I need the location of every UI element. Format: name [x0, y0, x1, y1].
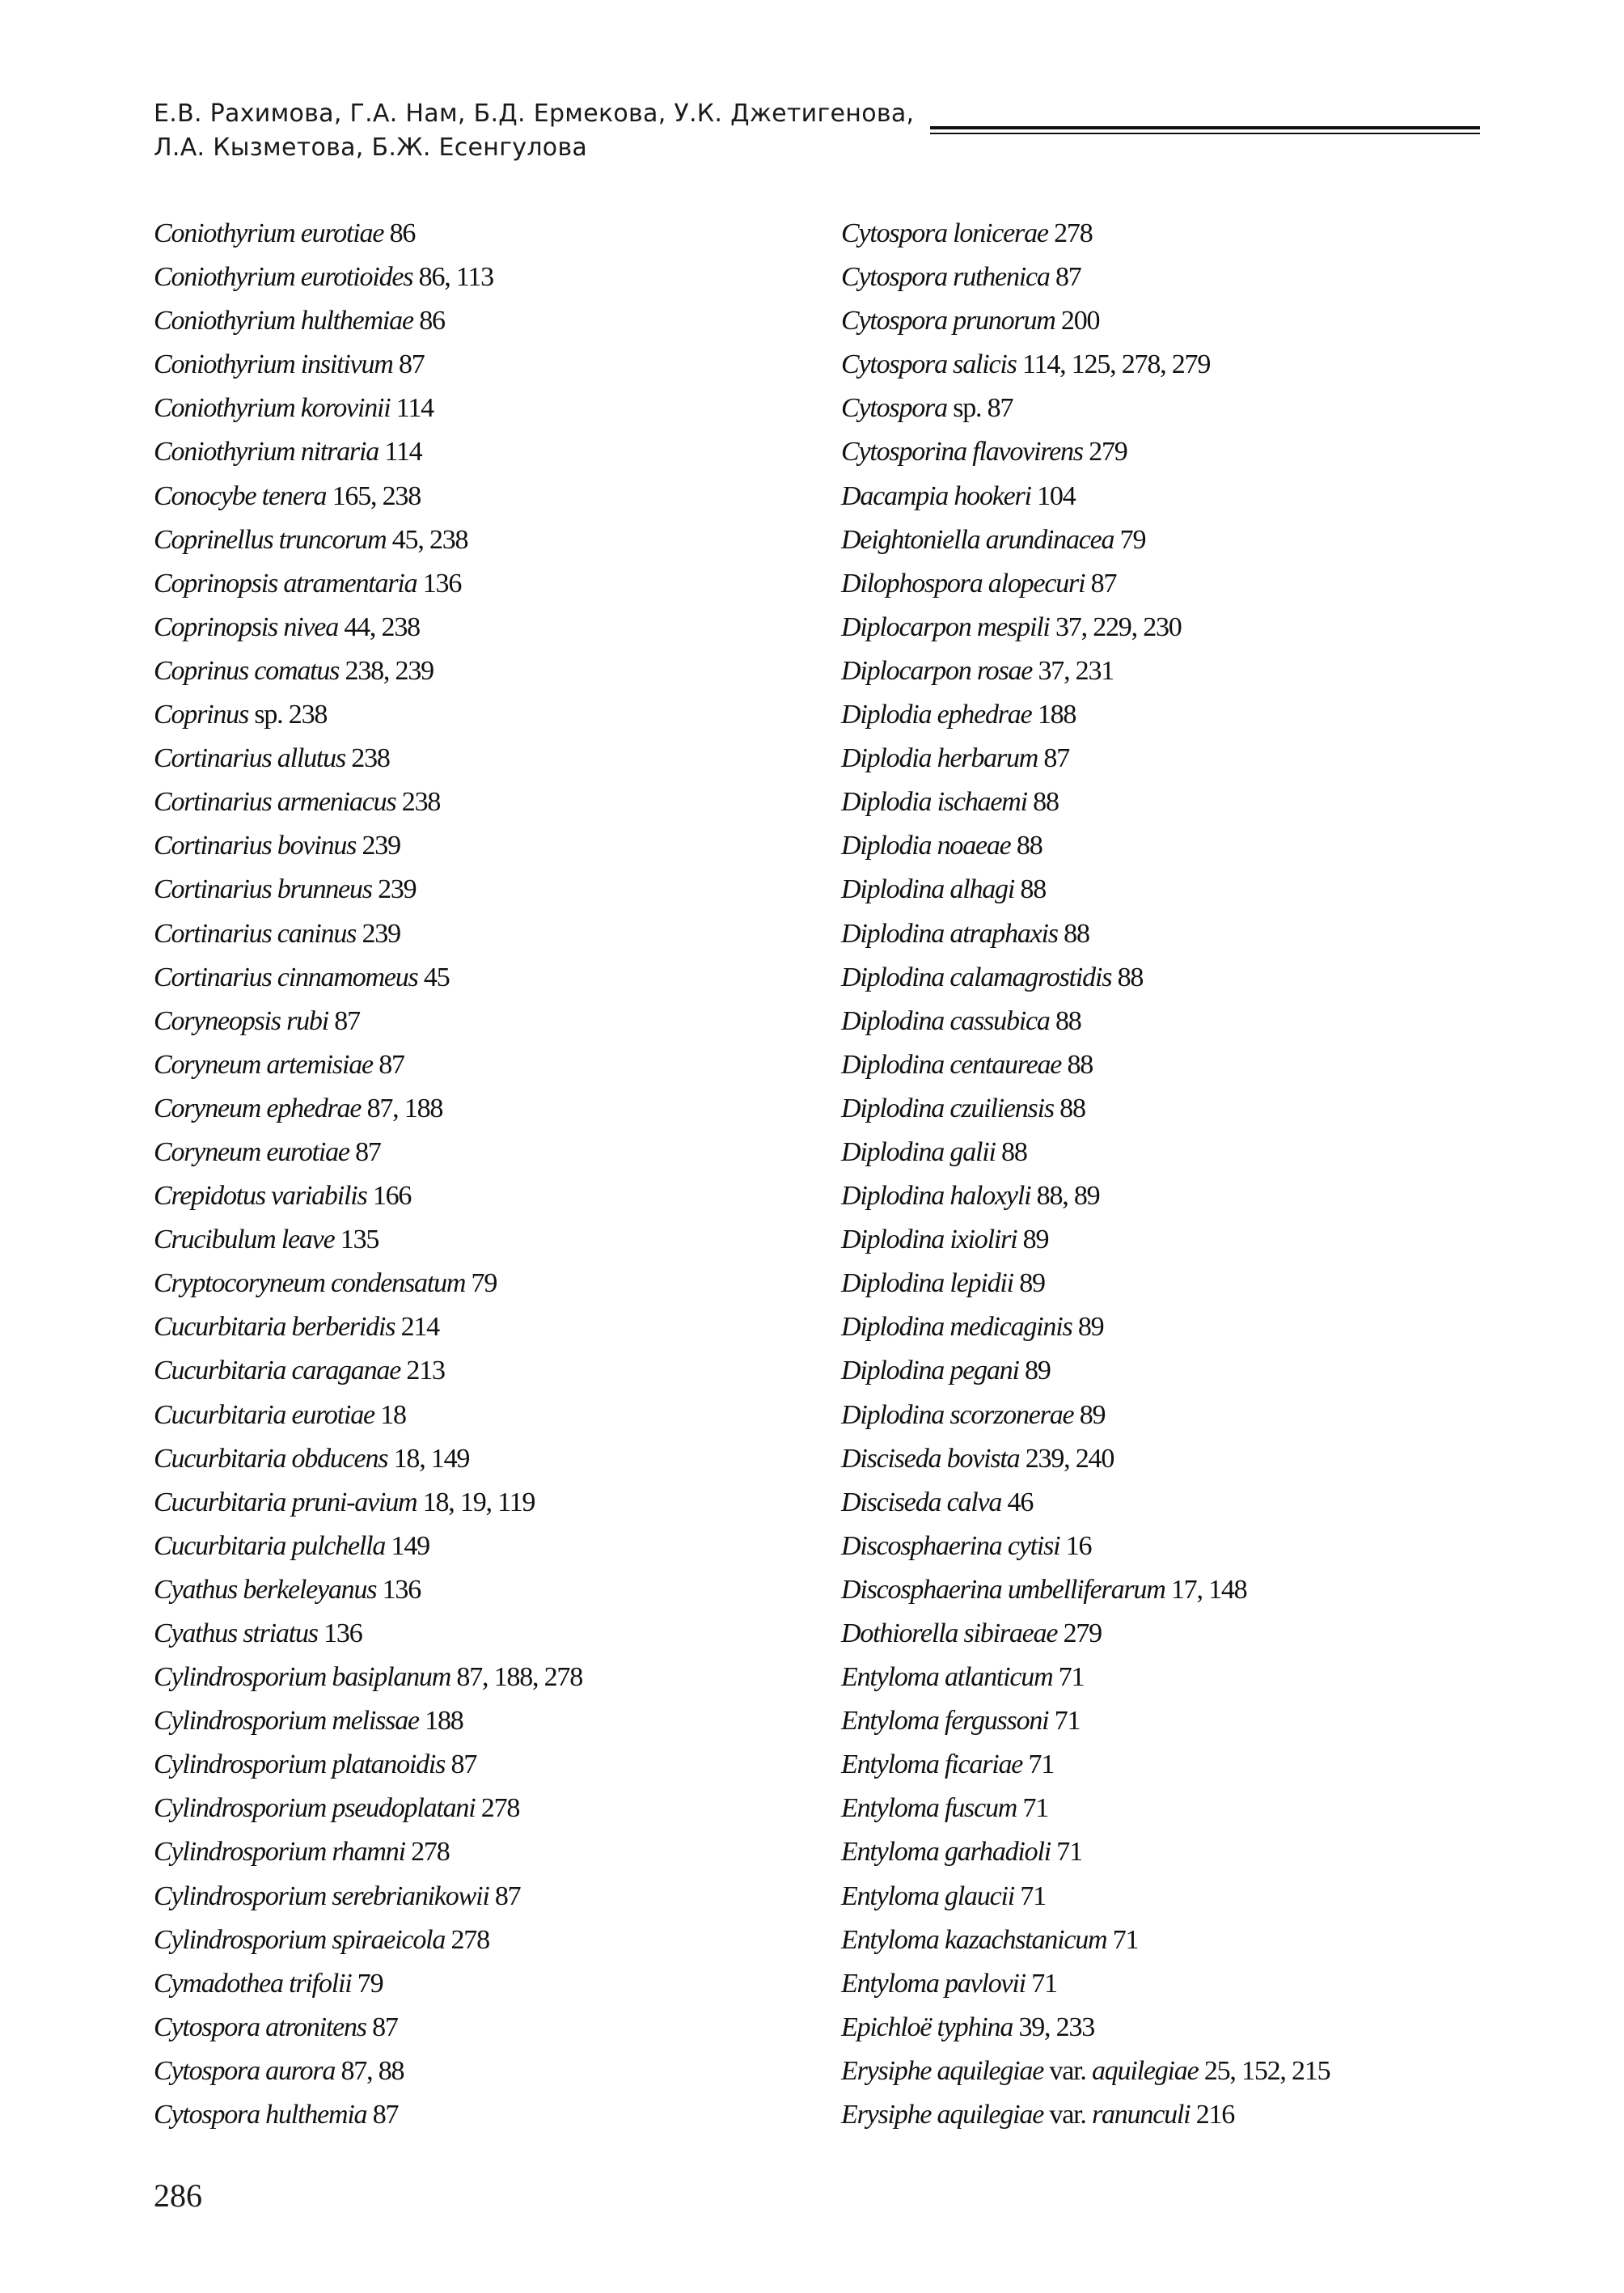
index-entry — [154, 1349, 801, 1393]
page-refs: 46 — [1007, 1487, 1034, 1517]
species-name: Cytospora atronitens — [154, 2012, 366, 2042]
page-refs: 71 — [1031, 1968, 1057, 1999]
species-name: Erysiphe aquilegiae — [841, 2100, 1044, 2130]
page-refs: 89 — [1079, 1399, 1106, 1430]
page-refs: 44, 238 — [344, 611, 420, 642]
page-refs: 239, 240 — [1025, 1443, 1114, 1474]
page-refs: 37, 231 — [1038, 655, 1114, 686]
index-entry — [154, 1875, 801, 1919]
index-entry — [841, 518, 1585, 562]
species-name: Disciseda bovista — [841, 1443, 1020, 1474]
page-refs: 79 — [471, 1268, 497, 1299]
species-name: Dacampia hookeri — [841, 480, 1031, 511]
page-refs: 88 — [1067, 1049, 1093, 1080]
page-refs: 114 — [384, 437, 422, 467]
species-name: Coryneopsis rubi — [154, 1005, 328, 1036]
page-refs: 87 — [1043, 743, 1070, 774]
species-name: Diplocarpon rosae — [841, 655, 1033, 686]
page-refs: 239 — [362, 918, 400, 949]
page-refs: 71 — [1058, 1662, 1085, 1693]
running-header — [154, 97, 914, 165]
page-refs: 214 — [400, 1312, 439, 1343]
index-entry — [154, 1481, 801, 1525]
index-entry — [154, 475, 801, 518]
page-refs: 188 — [1037, 700, 1076, 730]
index-entry — [841, 868, 1585, 912]
species-name: Cylindrosporium platanoidis — [154, 1749, 446, 1780]
page-refs: 87 — [987, 393, 1013, 424]
species-name: Cylindrosporium melissae — [154, 1706, 419, 1737]
page-refs: 71 — [1020, 1881, 1046, 1911]
index-entry — [154, 518, 801, 562]
index-column-right — [841, 212, 1585, 2137]
page-refs: 238, 239 — [345, 655, 433, 686]
page-refs: 88 — [1016, 831, 1042, 861]
species-name: Cytospora — [841, 393, 947, 424]
index-entry — [841, 1830, 1585, 1874]
index-entry — [841, 2006, 1585, 2050]
index-entry — [841, 212, 1585, 256]
index-entry — [841, 343, 1585, 387]
index-entry — [154, 343, 801, 387]
page-refs: 89 — [1022, 1225, 1049, 1255]
page-refs: 165, 238 — [332, 480, 421, 511]
page-refs: 114, 125, 278, 279 — [1021, 349, 1211, 380]
species-name: Coniothyrium eurotiae — [154, 218, 384, 248]
index-entry — [154, 1919, 801, 1962]
species-name: Diplodina czuiliensis — [841, 1093, 1054, 1123]
species-name: Disciseda calva — [841, 1487, 1002, 1517]
index-entry — [841, 1262, 1585, 1305]
index-entry — [841, 2050, 1585, 2093]
page-refs: 71 — [1054, 1706, 1081, 1737]
index-entry — [154, 1000, 801, 1043]
species-name: Conocybe tenera — [154, 480, 327, 511]
index-entry — [154, 1525, 801, 1568]
page-refs: 213 — [406, 1356, 445, 1386]
species-name: Diplodina lepidii — [841, 1268, 1013, 1299]
index-entry — [154, 1043, 801, 1087]
index-entry — [841, 781, 1585, 824]
species-name: Cortinarius bovinus — [154, 831, 357, 861]
species-name: Cytospora prunorum — [841, 306, 1055, 336]
page-refs: 278 — [1054, 218, 1093, 248]
page-refs: 88 — [1064, 918, 1089, 949]
species-name: Coryneum eurotiae — [154, 1136, 349, 1167]
index-entry — [154, 2006, 801, 2050]
species-name: Coprinellus truncorum — [154, 524, 387, 555]
species-name: Entyloma garhadioli — [841, 1837, 1051, 1868]
index-entry — [841, 824, 1585, 868]
species-name: Diplodina cassubica — [841, 1005, 1050, 1036]
page-refs: 87 — [398, 349, 425, 380]
species-name: Cortinarius allutus — [154, 743, 345, 774]
rank-qualifier: sp. — [953, 393, 982, 424]
page-refs: 88 — [1117, 962, 1144, 992]
index-entry — [841, 387, 1585, 430]
page-refs: 37, 229, 230 — [1055, 611, 1182, 642]
species-name: Diplodia noaeae — [841, 831, 1011, 861]
species-name: Coniothyrium eurotioides — [154, 262, 413, 293]
species-name: Entyloma fergussoni — [841, 1706, 1049, 1737]
page-refs: 18, 19, 119 — [422, 1487, 535, 1517]
page-refs: 238 — [401, 787, 441, 818]
page-refs: 88, 89 — [1036, 1181, 1100, 1212]
species-name: Coprinus comatus — [154, 655, 340, 686]
rank-qualifier: sp. — [254, 700, 283, 730]
species-name: Epichloё typhina — [841, 2012, 1013, 2042]
page-refs: 87 — [379, 1049, 404, 1080]
species-name: Diplocarpon mespili — [841, 611, 1050, 642]
index-entry — [154, 693, 801, 737]
species-name: Diplodina pegani — [841, 1356, 1019, 1386]
species-name: Diplodina alhagi — [841, 874, 1015, 905]
species-name: Cucurbitaria berberidis — [154, 1312, 395, 1343]
species-name: Entyloma kazachstanicum — [841, 1924, 1107, 1955]
page-refs: 239 — [362, 831, 400, 861]
species-name: Crucibulum leave — [154, 1225, 335, 1255]
species-name: Deightoniella arundinacea — [841, 524, 1114, 555]
species-name: Diplodina galii — [841, 1136, 996, 1167]
index-entry — [154, 1305, 801, 1349]
page-refs: 238 — [288, 700, 328, 730]
species-name: Coniothyrium korovinii — [154, 393, 391, 424]
index-entry — [154, 912, 801, 956]
species-name: Diplodina medicaginis — [841, 1312, 1072, 1343]
index-entry — [154, 1743, 801, 1787]
page-refs: 86, 113 — [418, 262, 493, 293]
species-name: Cylindrosporium serebrianikowii — [154, 1881, 489, 1911]
species-name: Cortinarius caninus — [154, 918, 357, 949]
index-entry — [154, 387, 801, 430]
page-refs: 87 — [355, 1136, 381, 1167]
index-entry — [841, 1699, 1585, 1743]
index-entry — [154, 868, 801, 912]
page-refs: 18 — [380, 1399, 406, 1430]
index-entry — [154, 1568, 801, 1612]
variety-name: aquilegiae — [1091, 2055, 1199, 2086]
species-name: Entyloma atlanticum — [841, 1662, 1053, 1693]
species-name: Cylindrosporium rhamni — [154, 1837, 405, 1868]
species-name: Coprinopsis nivea — [154, 611, 338, 642]
index-entry — [841, 649, 1585, 693]
header-authors-line-1: Е.В. Рахимова, Г.А. Нам, Б.Д. Ермекова, У.К. Джетигенова, — [154, 99, 915, 128]
species-name: Cylindrosporium basiplanum — [154, 1662, 451, 1693]
species-name: Coryneum artemisiae — [154, 1049, 373, 1080]
index-entry — [841, 2093, 1585, 2137]
species-name: Cucurbitaria pulchella — [154, 1530, 386, 1561]
index-entry — [154, 956, 801, 1000]
page-refs: 136 — [422, 568, 462, 599]
species-name: Diplodia ischaemi — [841, 787, 1027, 818]
species-name: Crepidotus variabilis — [154, 1181, 367, 1212]
species-name: Entyloma ficariae — [841, 1749, 1023, 1780]
page-refs: 71 — [1112, 1924, 1139, 1955]
page-refs: 278 — [480, 1793, 520, 1824]
index-entry — [841, 299, 1585, 343]
variety-name: ranunculi — [1091, 2100, 1191, 2130]
index-entry — [841, 1043, 1585, 1087]
index-entry — [841, 1394, 1585, 1437]
index-entry — [154, 1612, 801, 1656]
page-refs: 87 — [372, 2100, 399, 2130]
index-entry — [841, 737, 1585, 781]
page-refs: 25, 152, 215 — [1203, 2055, 1330, 2086]
species-name: Coprinopsis atramentaria — [154, 568, 417, 599]
species-name: Cytospora aurora — [154, 2055, 336, 2086]
page-refs: 188 — [425, 1706, 463, 1737]
index-entry — [154, 562, 801, 606]
species-name: Cyathus berkeleyanus — [154, 1574, 377, 1605]
species-name: Diplodina haloxyli — [841, 1181, 1031, 1212]
index-entry — [841, 1525, 1585, 1568]
page-refs: 88 — [1055, 1005, 1081, 1036]
page-refs: 216 — [1195, 2100, 1235, 2130]
index-entry — [841, 606, 1585, 649]
page-refs: 45 — [423, 962, 450, 992]
index-entry — [841, 1131, 1585, 1174]
index-entry — [841, 1437, 1585, 1481]
index-column-left — [154, 212, 801, 2137]
page-refs: 149 — [391, 1530, 429, 1561]
index-entry — [154, 1656, 801, 1699]
page-refs: 87 — [494, 1881, 521, 1911]
species-name: Cytosporina flavovirens — [841, 437, 1083, 467]
page-refs: 87, 188, 278 — [456, 1662, 582, 1693]
page-refs: 104 — [1037, 480, 1076, 511]
species-name: Dothiorella sibiraeae — [841, 1618, 1058, 1648]
index-entry — [154, 1699, 801, 1743]
page-refs: 88 — [1059, 1093, 1085, 1123]
page-refs: 86 — [419, 306, 445, 336]
index-entry — [841, 1305, 1585, 1349]
index-entry — [841, 1481, 1585, 1525]
species-name: Cucurbitaria caraganae — [154, 1356, 401, 1386]
page-refs: 87 — [372, 2012, 398, 2042]
index-entry — [841, 1087, 1585, 1131]
header-rule-thin — [930, 133, 1480, 134]
index-entry — [841, 1962, 1585, 2006]
index-entry — [154, 824, 801, 868]
page-refs: 79 — [1119, 524, 1146, 555]
species-name: Cytospora lonicerae — [841, 218, 1048, 248]
species-name: Cytospora hulthemia — [154, 2100, 367, 2130]
page-refs: 87 — [450, 1749, 477, 1780]
index-entry — [841, 1000, 1585, 1043]
header-rule-thick — [930, 126, 1480, 129]
species-name: Diplodina atraphaxis — [841, 918, 1058, 949]
page-refs: 39, 233 — [1018, 2012, 1095, 2042]
index-entry — [154, 781, 801, 824]
species-name: Cucurbitaria obducens — [154, 1443, 388, 1474]
species-name: Entyloma fuscum — [841, 1793, 1017, 1824]
index-entry — [154, 1437, 801, 1481]
page-refs: 166 — [372, 1181, 412, 1212]
index-entry — [154, 2050, 801, 2093]
page-refs: 71 — [1022, 1793, 1049, 1824]
page-refs: 89 — [1025, 1356, 1051, 1386]
species-name: Entyloma glaucii — [841, 1881, 1015, 1911]
index-entry — [154, 1262, 801, 1305]
index-entry — [841, 1349, 1585, 1393]
index-entry — [841, 1743, 1585, 1787]
species-name: Discosphaerina cytisi — [841, 1530, 1060, 1561]
page-refs: 87 — [1055, 262, 1081, 293]
species-name: Entyloma pavlovii — [841, 1968, 1026, 1999]
page-refs: 18, 149 — [393, 1443, 470, 1474]
species-name: Cucurbitaria eurotiae — [154, 1399, 374, 1430]
species-name: Dilophospora alopecuri — [841, 568, 1085, 599]
index-entry — [154, 1087, 801, 1131]
species-name: Cytospora ruthenica — [841, 262, 1050, 293]
species-name: Coniothyrium insitivum — [154, 349, 393, 380]
index-entry — [841, 562, 1585, 606]
page-refs: 279 — [1063, 1618, 1102, 1648]
page-refs: 239 — [378, 874, 417, 905]
index-entry — [154, 1131, 801, 1174]
species-name: Cymadothea trifolii — [154, 1968, 352, 1999]
index-entry — [154, 649, 801, 693]
page-refs: 279 — [1089, 437, 1127, 467]
page-refs: 79 — [357, 1968, 383, 1999]
index-entry — [154, 1394, 801, 1437]
index-entry — [154, 1962, 801, 2006]
index-entry — [154, 606, 801, 649]
species-name: Cylindrosporium pseudoplatani — [154, 1793, 476, 1824]
index-entry — [841, 256, 1585, 299]
species-name: Cortinarius brunneus — [154, 874, 372, 905]
page-refs: 89 — [1019, 1268, 1045, 1299]
index-entry — [154, 256, 801, 299]
species-name: Erysiphe aquilegiae — [841, 2055, 1044, 2086]
index-entry — [841, 1656, 1585, 1699]
index-entry — [841, 1919, 1585, 1962]
index-entry — [841, 475, 1585, 518]
header-authors-line-2: Л.А. Кызметова, Б.Ж. Есенгулова — [154, 133, 588, 162]
species-name: Coniothyrium hulthemiae — [154, 306, 413, 336]
page-refs: 88 — [1033, 787, 1059, 818]
species-name: Diplodia herbarum — [841, 743, 1038, 774]
page-number: 286 — [154, 2177, 202, 2214]
rank-qualifier: var. — [1049, 2055, 1086, 2086]
page-refs: 114 — [395, 393, 433, 424]
species-name: Coniothyrium nitraria — [154, 437, 379, 467]
index-entry — [154, 1174, 801, 1218]
species-name: Discosphaerina umbelliferarum — [841, 1574, 1165, 1605]
page-refs: 17, 148 — [1170, 1574, 1247, 1605]
species-name: Cucurbitaria pruni-avium — [154, 1487, 417, 1517]
index-entry — [841, 1612, 1585, 1656]
index-entry — [841, 912, 1585, 956]
page-refs: 87 — [1090, 568, 1117, 599]
index-entry — [841, 1568, 1585, 1612]
species-name: Cyathus striatus — [154, 1618, 318, 1648]
index-entry — [841, 1787, 1585, 1830]
page-refs: 136 — [382, 1574, 421, 1605]
page-refs: 45, 238 — [391, 524, 468, 555]
page-refs: 87, 88 — [340, 2055, 404, 2086]
index-entry — [841, 1174, 1585, 1218]
page-refs: 71 — [1056, 1837, 1082, 1868]
index-entry — [154, 1830, 801, 1874]
index-entry — [154, 299, 801, 343]
species-name: Cylindrosporium spiraeicola — [154, 1924, 446, 1955]
page-refs: 88 — [1001, 1136, 1027, 1167]
page-refs: 136 — [324, 1618, 362, 1648]
index-entry — [154, 1787, 801, 1830]
page-refs: 86 — [389, 218, 416, 248]
index-entry — [841, 1218, 1585, 1262]
species-name: Diplodina ixioliri — [841, 1225, 1017, 1255]
species-name: Diplodia ephedrae — [841, 700, 1032, 730]
species-name: Cryptocoryneum condensatum — [154, 1268, 466, 1299]
index-entry — [841, 430, 1585, 474]
species-name: Diplodina calamagrostidis — [841, 962, 1112, 992]
page-refs: 88 — [1020, 874, 1047, 905]
species-name: Cytospora salicis — [841, 349, 1017, 380]
index-entry — [154, 212, 801, 256]
page-refs: 135 — [340, 1225, 379, 1255]
species-name: Diplodina scorzonerae — [841, 1399, 1074, 1430]
page-refs: 87, 188 — [366, 1093, 443, 1123]
species-name: Cortinarius armeniacus — [154, 787, 396, 818]
page-refs: 89 — [1077, 1312, 1104, 1343]
index-entry — [841, 1875, 1585, 1919]
species-name: Coprinus — [154, 700, 248, 730]
rank-qualifier: var. — [1049, 2100, 1086, 2130]
index-entry — [154, 737, 801, 781]
species-name: Coryneum ephedrae — [154, 1093, 362, 1123]
page-refs: 278 — [411, 1837, 450, 1868]
page-refs: 200 — [1060, 306, 1100, 336]
index-entry — [154, 430, 801, 474]
index-entry — [154, 2093, 801, 2137]
page-refs: 238 — [351, 743, 390, 774]
page-refs: 278 — [450, 1924, 489, 1955]
page-refs: 16 — [1065, 1530, 1092, 1561]
index-entry — [841, 693, 1585, 737]
index-entry — [154, 1218, 801, 1262]
page-refs: 87 — [334, 1005, 360, 1036]
index-entry — [841, 956, 1585, 1000]
species-name: Cortinarius cinnamomeus — [154, 962, 418, 992]
page-refs: 71 — [1028, 1749, 1055, 1780]
species-name: Diplodina centaureae — [841, 1049, 1062, 1080]
